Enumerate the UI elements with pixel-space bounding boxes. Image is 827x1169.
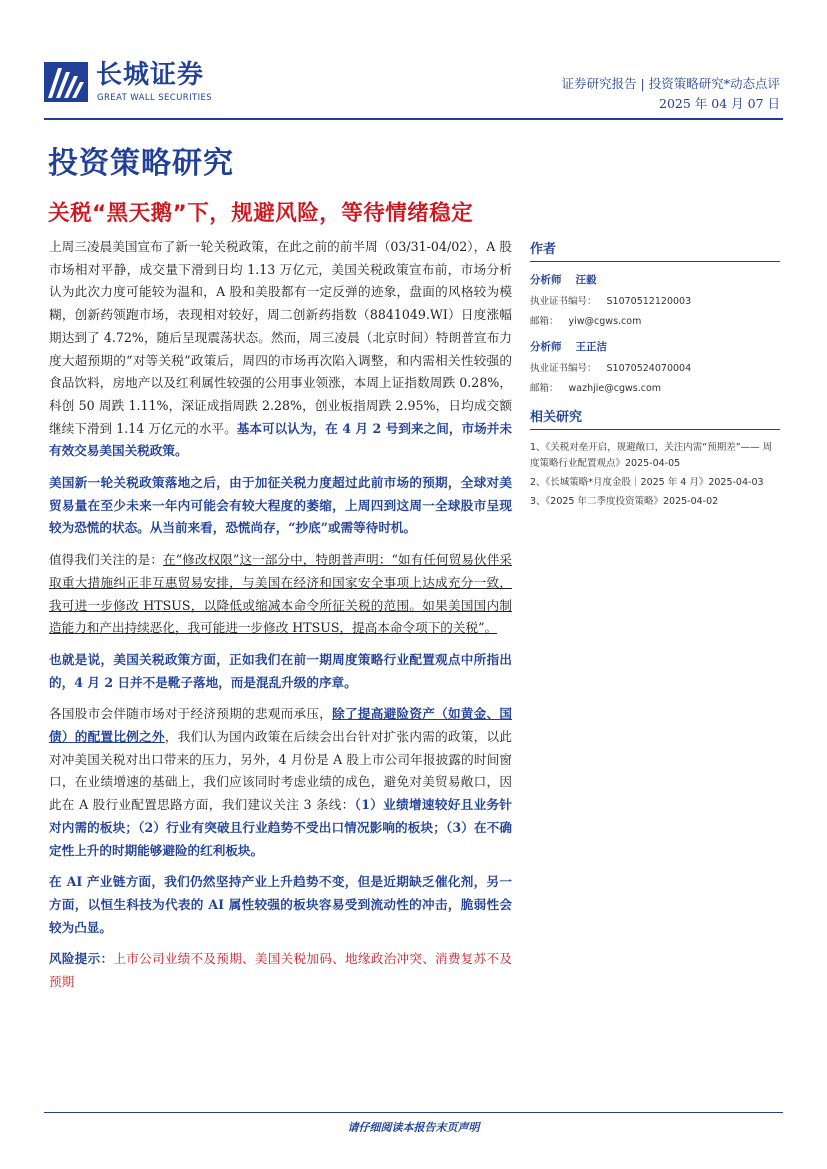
email-label: 邮箱： (530, 316, 559, 327)
footer-disclaimer: 请仔细阅读本报告末页声明 (347, 1121, 480, 1134)
paragraph-emphasis: 基本可以认为，在 4 月 2 号到来之间，市场并未有效交易美国关税政策。 (49, 420, 512, 459)
paragraph-text: ，我们认为国内政策在后续会出台针对扩张内需的政策，以此对冲美国关税对出口带来的压力，另外，4 月份是 A 股上市公司年报披露的时间窗口，在业绩增速的基础上，我们应该同时考虑业绩的成色，避免对美贸易敞口，因此在 A 股行业配置思路方面，我们建议关注 3 条线： (49, 729, 513, 813)
cert-number: S1070512120003 (606, 296, 692, 307)
cert-label: 执业证书编号： (530, 296, 597, 307)
paragraph-emphasis: （1）业绩增速较好且业务针对内需的板块；（2）行业有突破且行业趋势不受出口情况影响的板块；（3）在不确定性上升的时期能够避险的红利板块。 (49, 797, 512, 858)
report-type: 证券研究报告 | 投资策略研究*动态点评 (561, 76, 780, 91)
email-label: 邮箱： (530, 383, 559, 394)
paragraph-policy-view (49, 649, 512, 694)
risk-label: 风险提示： (49, 951, 114, 967)
cert-label: 执业证书编号： (530, 363, 597, 374)
analyst-role: 分析师 (530, 274, 562, 286)
paragraph-market-review (49, 236, 512, 463)
paragraph-emphasis: 美国新一轮关税政策落地之后，由于加征关税力度超过此前市场的预期，全球对美贸易量在至少未来一年内可能会有较大程度的萎缩，上周四到这周一全球股市呈现较为恐慌的状态。从当前来看，恐慌尚存，“抄底”或需等待时机。 (49, 475, 512, 536)
analyst-email (530, 380, 780, 394)
analyst-card (530, 272, 780, 327)
related-research-item[interactable]: 3、《2025 年二季度投资策略》2025-04-02 (530, 496, 719, 507)
paragraph-allocation (49, 703, 512, 862)
report-meta (562, 74, 780, 114)
paragraph-emphasis: 也就是说，美国关税政策方面，正如我们在前一期周度策略行业配置观点中所指出的，4 月 2 日并不是靴子落地，而是混乱升级的序章。 (49, 651, 512, 690)
authors-heading: 作者 (530, 238, 780, 262)
brand-name: 长城证券 (96, 60, 205, 90)
brand-name-english: GREAT WALL SECURITIES (97, 93, 213, 103)
paragraph-emphasis: 在 AI 产业链方面，我们仍然坚持产业上升趋势不变，但是近期缺乏催化剂，另一方面，以恒生科技为代表的 AI 属性较强的板块容易受到流动性的冲击，脆弱性会较为凸显。 (49, 874, 512, 935)
page-title: 投资策略研究 (48, 146, 234, 181)
header-divider (44, 118, 783, 120)
paragraph-text: 值得我们关注的是： (49, 552, 164, 568)
paragraph-trump-statement (49, 549, 512, 640)
related-research-item[interactable]: 2、《长城策略*月度金股｜2025 年 4 月》2025-04-03 (530, 477, 764, 488)
analyst-role: 分析师 (530, 341, 562, 353)
paragraph-text: 各国股市会伴随市场对于经济预期的悲观而承压， (49, 706, 333, 722)
paragraph-ai-chain (49, 871, 512, 939)
analyst-card (530, 339, 780, 394)
related-research-heading: 相关研究 (530, 406, 780, 430)
analyst-name (530, 339, 780, 354)
email-link[interactable]: yiw@cgws.com (568, 316, 642, 327)
report-headline: 关税“黑天鹅”下，规避风险，等待情绪稳定 (48, 201, 474, 226)
report-body (49, 236, 512, 1003)
analyst-name (530, 272, 780, 287)
email-link[interactable]: wazhjie@cgws.com (568, 383, 662, 394)
paragraph-quote: 在“修改权限”这一部分中，特朗普声明：“如有任何贸易伙伴采取重大措施纠正非互惠贸易安排，与美国在经济和国家安全事项上达成充分一致，我可进一步修改 HTSUS，以降低或缩减本命令所征关税的范围。如果美国国内制造能力和产出持续恶化，我可能进一步修改 HTSUS，提高本命令项下的关税”。 (49, 552, 512, 636)
analyst-name-text: 汪毅 (575, 274, 597, 286)
analyst-name-text: 王正洁 (575, 341, 607, 353)
analyst-cert (530, 360, 780, 374)
report-date: 2025 年 04 月 07 日 (659, 96, 780, 111)
risk-text: 上市公司业绩不及预期、美国关税加码、地缘政治冲突、消费复苏不及预期 (49, 951, 513, 990)
risk-warning (49, 948, 512, 993)
great-wall-logo-icon (44, 62, 88, 102)
related-research-item[interactable]: 1、《关税对垒开启，规避敞口，关注内需“预期差”—— 周度策略行业配置观点》2025-04-05 (530, 442, 773, 469)
paragraph-tariff-impact (49, 472, 512, 540)
footer-divider (44, 1112, 783, 1113)
paragraph-emphasis: 除了提高避险资产（如黄金、国债）的配置比例之外 (49, 706, 513, 745)
sidebar (530, 238, 780, 513)
analyst-cert (530, 293, 780, 307)
analyst-email (530, 313, 780, 327)
cert-number: S1070524070004 (606, 363, 692, 374)
related-research-list (530, 440, 780, 510)
paragraph-text: 上周三凌晨美国宣布了新一轮关税政策，在此之前的前半周（03/31-04/02），A 股市场相对平静，成交量下滑到日均 1.13 万亿元，美国关税政策宣布前，市场分析认为此次力度可能较为温和，A 股和美股都有一定反弹的迹象，盘面的风格较为模糊，创新药领跑市场，表现相对较好，周二创新药指数（8841049.WI）日度涨幅期达到了 4.72%，随后呈现震荡状态。然而，周三凌晨（北京时间）特朗普宣布力度大超预期的“对等关税”政策后，周四的市场再次陷入调整，和内需相关性较强的食品饮料，房地产以及红利属性较强的公用事业领涨，本周上证指数周跌 0.28%，科创 50 周跌 1.11%，深证成指周跌 2.28%，创业板指周跌 2.95%，日均成交额继续下滑到 1.14 万亿元的水平。 (49, 239, 512, 436)
